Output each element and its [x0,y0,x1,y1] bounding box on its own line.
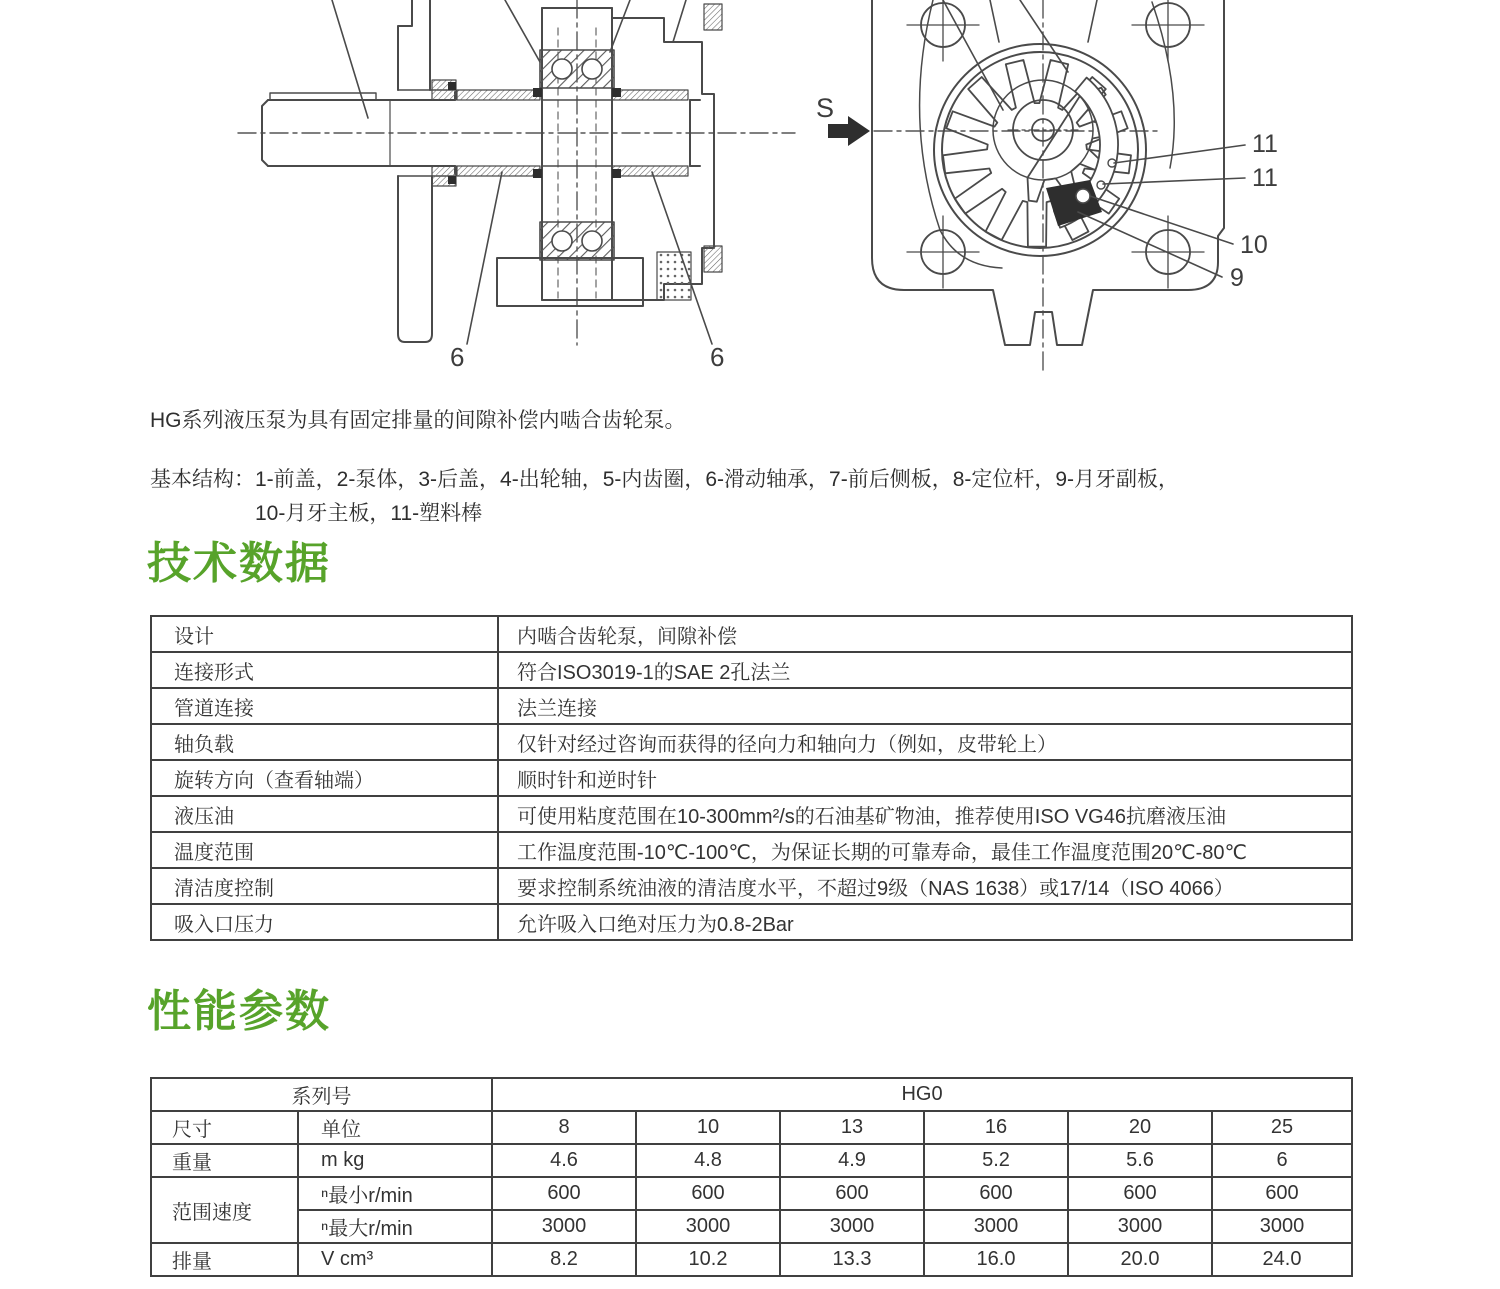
tech-param-name: 旋转方向（查看轴端） [151,760,498,796]
perf-param-value: 16.0 [924,1243,1068,1276]
perf-data-row [151,1144,1352,1177]
perf-data-row [151,1210,1352,1243]
base-plate [497,258,643,306]
perf-param-value: 5.6 [1068,1144,1212,1177]
basic-structure-label: 基本结构： [150,468,255,491]
perf-param-name: 重量 [151,1144,298,1177]
bearing-ball [582,59,602,79]
perf-size-value: 25 [1212,1111,1352,1144]
perf-data-row [151,1177,1352,1210]
perf-param-value: 600 [1068,1177,1212,1210]
tech-param-name: 管道连接 [151,688,498,724]
tech-param-name: 吸入口压力 [151,904,498,940]
tech-data-heading: 技术数据 [147,539,331,588]
tech-param-value: 顺时针和逆时针 [498,760,1352,796]
pump-cross-section [238,0,795,372]
part-label-9: 9 [1230,264,1244,292]
perf-param-value: 600 [636,1177,780,1210]
bearing-cap-bottom [540,222,614,260]
perf-param-value: 4.9 [780,1144,924,1177]
tech-param-value: 内啮合齿轮泵，间隙补偿 [498,616,1352,652]
tech-row [151,688,1352,724]
perf-size-value: 13 [780,1111,924,1144]
tech-param-name: 设计 [151,616,498,652]
top-tab-edge [990,0,999,42]
pivot-hole [1076,189,1090,203]
perf-series-label: 系列号 [151,1078,492,1111]
perf-header-row [151,1111,1352,1144]
suction-arrow-icon [828,116,870,146]
basic-structure-line2: 10-月牙主板，11-塑料棒 [255,502,483,525]
rear-housing [612,4,722,300]
perf-param-unit: m kg [298,1144,492,1177]
tech-param-value: 要求控制系统油液的清洁度水平，不超过9级（NAS 1638）或17/14（ISO 4066） [498,868,1352,904]
perf-param-value: 20.0 [1068,1243,1212,1276]
tech-param-value: 可使用粘度范围在10-300mm²/s的石油基矿物油，推荐使用ISO VG46抗磨液压油 [498,796,1352,832]
perf-data-row [151,1243,1352,1276]
part-label-11b: 11 [1252,164,1278,192]
intro-paragraph: HG系列液压泵为具有固定排量的间隙补偿内啮合齿轮泵。 [150,409,686,432]
part-label-10: 10 [1240,231,1268,259]
tech-param-value: 符合ISO3019-1的SAE 2孔法兰 [498,652,1352,688]
perf-param-unit: V cm³ [298,1243,492,1276]
perf-table [150,1077,1353,1277]
part-label-11a: 11 [1252,130,1278,158]
tech-row [151,616,1352,652]
tech-param-value: 法兰连接 [498,688,1352,724]
suction-port-label: S [816,93,835,123]
perf-param-name: 排量 [151,1243,298,1276]
perf-param-value: 3000 [924,1210,1068,1243]
perf-param-value: 600 [492,1177,636,1210]
tech-row [151,652,1352,688]
perf-size-value: 16 [924,1111,1068,1144]
perf-param-value: 3000 [1068,1210,1212,1243]
tech-table [150,615,1353,941]
tech-param-name: 连接形式 [151,652,498,688]
bearing-ball [582,231,602,251]
perf-param-value: 600 [924,1177,1068,1210]
tech-row [151,796,1352,832]
part-label-6-right: 6 [710,342,725,372]
perf-series-value: HG0 [492,1078,1352,1111]
perf-size-value: 10 [636,1111,780,1144]
top-tab-edge [1088,0,1097,42]
tech-row [151,760,1352,796]
tech-row [151,832,1352,868]
perf-param-name: 范围速度 [151,1177,298,1243]
tech-param-name: 液压油 [151,796,498,832]
screw [704,246,722,272]
perf-param-unit: ⁿ最小r/min [298,1177,492,1210]
perf-param-value: 13.3 [780,1243,924,1276]
perf-param-value: 3000 [636,1210,780,1243]
perf-param-value: 4.6 [492,1144,636,1177]
perf-size-value: 20 [1068,1111,1212,1144]
basic-structure-line1: 1-前盖，2-泵体，3-后盖，4-出轮轴，5-内齿圈，6-滑动轴承，7-前后侧板，8-定位杆，9-月牙副板， [255,468,1180,491]
perf-param-value: 3000 [780,1210,924,1243]
technical-drawings [0,0,1500,380]
perf-param-unit: ⁿ最大r/min [298,1210,492,1243]
tech-param-value: 仅针对经过咨询而获得的径向力和轴向力（例如，皮带轮上） [498,724,1352,760]
tech-param-value: 工作温度范围-10℃-100℃，为保证长期的可靠寿命，最佳工作温度范围20℃-80℃ [498,832,1352,868]
tech-row [151,904,1352,940]
basic-structure [150,463,1179,531]
perf-param-value: 5.2 [924,1144,1068,1177]
tech-param-value: 允许吸入口绝对压力为0.8-2Bar [498,904,1352,940]
perf-param-value: 600 [780,1177,924,1210]
tech-param-name: 轴负载 [151,724,498,760]
perf-param-value: 24.0 [1212,1243,1352,1276]
perf-param-value: 10.2 [636,1243,780,1276]
performance-heading: 性能参数 [147,987,331,1036]
bearing-ball [552,231,572,251]
tech-row [151,724,1352,760]
bearing-ball [552,59,572,79]
tech-row [151,868,1352,904]
perf-param-value: 3000 [1212,1210,1352,1243]
perf-param-value: 3000 [492,1210,636,1243]
tech-param-name: 温度范围 [151,832,498,868]
bearing-cap-top [540,50,614,88]
perf-param-value: 4.8 [636,1144,780,1177]
perf-param-value: 6 [1212,1144,1352,1177]
perf-param-value: 600 [1212,1177,1352,1210]
bolt-holes [907,0,1204,288]
leader-top [1020,0,1068,72]
pump-front-view [816,0,1278,372]
perf-header-row [151,1078,1352,1111]
screw [704,4,722,30]
casting-line-right [1152,2,1174,168]
perf-param-value: 8.2 [492,1243,636,1276]
perf-size-value: 8 [492,1111,636,1144]
perf-size-label: 尺寸 [151,1111,298,1144]
positioning-rod-section [657,252,691,300]
tech-param-name: 清洁度控制 [151,868,498,904]
perf-unit-label: 单位 [298,1111,492,1144]
part-label-6-left: 6 [450,342,465,372]
